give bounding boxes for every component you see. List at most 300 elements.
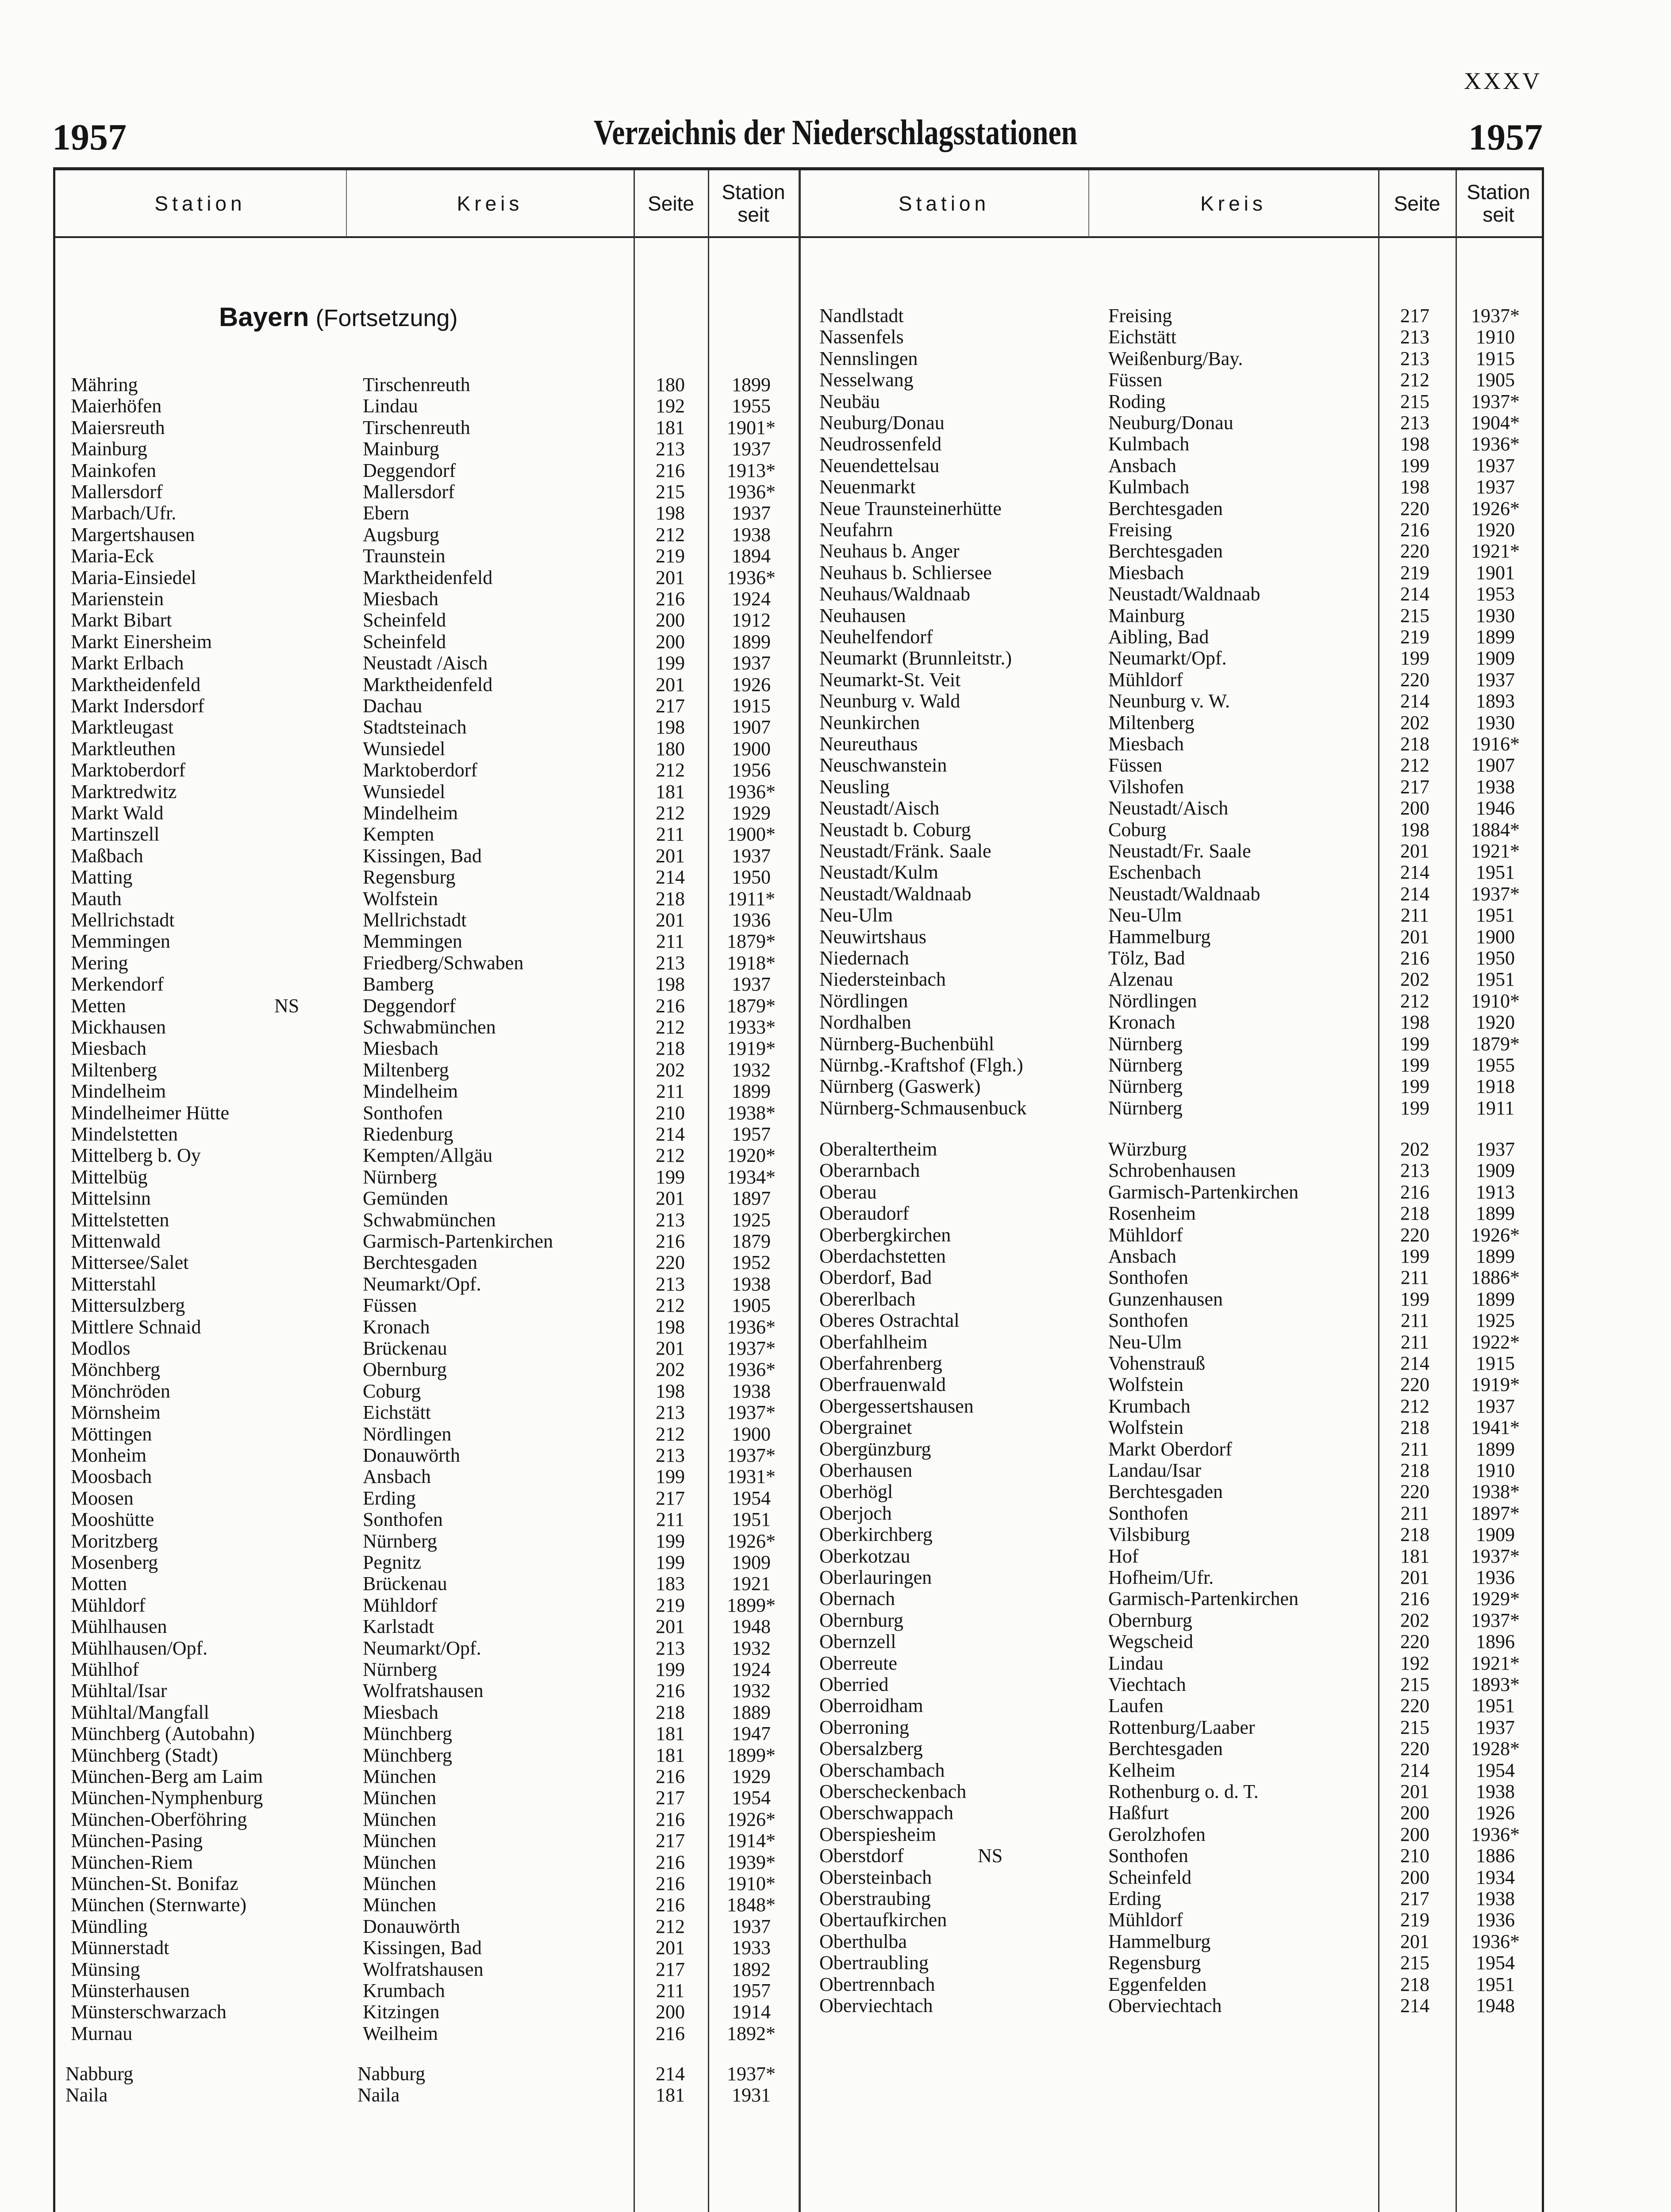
station-name: Oberviechtach	[819, 1995, 933, 2016]
kreis-name: Kempten/Allgäu	[363, 1145, 493, 1166]
seite-value: 216	[656, 1809, 685, 1830]
station-name: Neustadt b. Coburg	[819, 819, 971, 841]
seite-value: 198	[1400, 476, 1429, 498]
kreis-name: Lindau	[1108, 1653, 1164, 1674]
station-name: Margertshausen	[71, 524, 195, 545]
station-name: Nürnberg-Schmausenbuck	[819, 1098, 1027, 1119]
station-since-value: 1941*	[1471, 1417, 1520, 1438]
kreis-name: Scheinfeld	[1108, 1867, 1192, 1888]
kreis-name: Mainburg	[363, 438, 439, 460]
seite-value: 201	[656, 1337, 685, 1359]
seite-value: 213	[656, 1402, 685, 1423]
station-since-value: 1937*	[727, 2063, 776, 2085]
kreis-name: Hammelburg	[1108, 926, 1211, 948]
station-name: Neustadt/Aisch	[819, 798, 940, 819]
kreis-name: Mühldorf	[1108, 669, 1183, 691]
seite-value: 213	[656, 1444, 685, 1466]
station-since-value: 1936*	[727, 481, 776, 503]
seite-value: 214	[1400, 883, 1429, 905]
seite-value: 183	[656, 1573, 685, 1594]
station-since-value: 1929	[732, 802, 771, 824]
station-name: Maiersreuth	[71, 417, 165, 438]
station-name: Mittelsinn	[71, 1188, 151, 1209]
seite-value: 201	[1400, 840, 1429, 862]
kreis-name: Mühldorf	[1108, 1225, 1183, 1246]
seite-value: 216	[1400, 519, 1429, 541]
kreis-name: Regensburg	[1108, 1952, 1201, 1974]
station-name: Marktheidenfeld	[71, 674, 201, 695]
seite-value: 214	[656, 866, 685, 888]
station-name: Neuhaus b. Schliersee	[819, 562, 992, 584]
seite-value: 213	[1400, 412, 1429, 434]
station-since-value: 1889	[732, 1701, 771, 1723]
station-since-value: 1893	[1476, 690, 1515, 712]
seite-value: 213	[656, 438, 685, 460]
station-since-value: 1933	[732, 1937, 771, 1959]
station-since-value: 1914	[732, 2001, 771, 2023]
kreis-name: Eichstätt	[363, 1402, 431, 1423]
header-station-seit-right	[1457, 173, 1540, 234]
station-since-value: 1937	[1476, 1395, 1515, 1417]
kreis-name: Alzenau	[1108, 969, 1173, 990]
station-name: Münchberg (Stadt)	[71, 1745, 218, 1766]
seite-value: 210	[656, 1102, 685, 1124]
station-name: Miltenberg	[71, 1060, 157, 1081]
kreis-name: Karlstadt	[363, 1616, 434, 1637]
seite-value: 212	[1400, 1395, 1429, 1417]
kreis-name: Marktoberdorf	[363, 760, 478, 781]
seite-value: 218	[656, 888, 685, 910]
kreis-name: Neustadt/Aisch	[1108, 798, 1229, 819]
station-name: Oberjoch	[819, 1503, 892, 1524]
kreis-name: Ansbach	[1108, 455, 1176, 476]
station-name: Münnerstadt	[71, 1937, 169, 1959]
station-since-value: 1936*	[727, 781, 776, 803]
station-name: Oberfahlheim	[819, 1332, 928, 1353]
station-name: Münsing	[71, 1959, 140, 1980]
station-since-value: 1954	[1476, 1759, 1515, 1781]
station-name: Oberhögl	[819, 1481, 893, 1502]
station-since-value: 1937	[732, 438, 771, 460]
station-since-value: 1954	[1476, 1952, 1515, 1974]
kreis-name: München	[363, 1787, 437, 1809]
kreis-name: Tölz, Bad	[1108, 948, 1185, 969]
station-name: Möttingen	[71, 1424, 152, 1445]
station-name: Obertraubling	[819, 1952, 929, 1974]
station-since-value: 1920	[1476, 1011, 1515, 1033]
seite-value: 211	[656, 1980, 685, 2001]
kreis-name: Sonthofen	[1108, 1267, 1188, 1288]
seite-value: 199	[1400, 647, 1429, 669]
kreis-name: Gerolzhofen	[1108, 1824, 1206, 1845]
kreis-name: Miesbach	[363, 588, 439, 610]
station-name: Mainkofen	[71, 460, 157, 481]
header-kreis-left: Kreis	[457, 192, 523, 215]
seite-value: 202	[1400, 1138, 1429, 1160]
kreis-name: Wolfratshausen	[363, 1680, 484, 1701]
kreis-name: Nördlingen	[363, 1424, 452, 1445]
station-since-value: 1938	[732, 524, 771, 545]
header-seit-label: seit	[738, 203, 769, 226]
station-name: Mainburg	[71, 438, 147, 460]
station-since-value: 1886	[1476, 1845, 1515, 1866]
station-since-value: 1909	[732, 1551, 771, 1573]
seite-value: 199	[656, 1530, 685, 1552]
station-name: Obergessertshausen	[819, 1396, 974, 1417]
station-since-value: 1937*	[727, 1444, 776, 1466]
station-since-value: 1926	[1476, 1802, 1515, 1824]
kreis-name: Mellrichstadt	[363, 910, 467, 931]
station-since-value: 1896	[1476, 1631, 1515, 1652]
station-since-value: 1938	[1476, 1781, 1515, 1802]
station-since-value: 1913	[1476, 1181, 1515, 1203]
year-left: 1957	[52, 117, 127, 158]
station-since-value: 1950	[732, 866, 771, 888]
station-name: Neunkirchen	[819, 712, 920, 733]
kreis-name: Deggendorf	[363, 460, 456, 481]
kreis-name: Schrobenhausen	[1108, 1160, 1236, 1181]
station-name: Marktleuthen	[71, 738, 176, 760]
station-name: Obernzell	[819, 1631, 896, 1652]
seite-value: 181	[656, 1723, 685, 1744]
station-since-value: 1900	[732, 738, 771, 760]
kreis-name: Nürnberg	[1108, 1055, 1183, 1076]
station-name: Mündling	[71, 1916, 148, 1937]
seite-value: 198	[656, 1380, 685, 1402]
station-since-value: 1928*	[1471, 1738, 1520, 1759]
station-name: Mindelheimer Hütte	[71, 1102, 230, 1124]
station-since-value: 1937	[732, 973, 771, 995]
station-name: Oberes Ostrachtal	[819, 1310, 960, 1331]
seite-value: 192	[1400, 1652, 1429, 1674]
station-name: Neuhaus b. Anger	[819, 541, 960, 562]
station-since-value: 1937	[1476, 455, 1515, 476]
station-name: Neuschwanstein	[819, 755, 947, 776]
station-since-value: 1897*	[1471, 1502, 1520, 1524]
station-name: Neumarkt-St. Veit	[819, 669, 961, 691]
kreis-name: Wegscheid	[1108, 1631, 1193, 1652]
seite-value: 218	[1400, 1417, 1429, 1438]
station-name: Mauth	[71, 888, 122, 910]
station-since-value: 1900*	[727, 823, 776, 845]
kreis-name: Deggendorf	[363, 995, 456, 1017]
station-since-value: 1938	[732, 1273, 771, 1295]
seite-value: 199	[1400, 1288, 1429, 1310]
kreis-name: Pegnitz	[363, 1552, 421, 1573]
station-since-value: 1938*	[727, 1102, 776, 1124]
station-name: Mönchberg	[71, 1359, 161, 1380]
seite-value: 214	[1400, 583, 1429, 605]
seite-value: 215	[1400, 1674, 1429, 1695]
station-since-value: 1936*	[1471, 1931, 1520, 1952]
station-since-value: 1897	[732, 1187, 771, 1209]
kreis-name: Wunsiedel	[363, 738, 446, 760]
station-name: Oberbergkirchen	[819, 1225, 951, 1246]
station-name: Marbach/Ufr.	[71, 503, 177, 524]
station-since-value: 1937*	[1471, 1609, 1520, 1631]
kreis-name: Riedenburg	[363, 1124, 453, 1145]
seite-value: 201	[1400, 1931, 1429, 1952]
seite-value: 201	[656, 1616, 685, 1637]
seite-value: 211	[656, 823, 685, 845]
station-since-value: 1899	[1476, 1438, 1515, 1460]
kreis-name: Vohenstrauß	[1108, 1353, 1206, 1374]
station-since-value: 1910*	[727, 1873, 776, 1894]
header-kreis-right: Kreis	[1200, 192, 1267, 215]
station-name: Neuendettelsau	[819, 455, 940, 476]
kreis-name: Donauwörth	[363, 1445, 460, 1466]
station-since-value: 1931*	[727, 1466, 776, 1487]
station-name: Oberroning	[819, 1717, 909, 1738]
seite-value: 216	[656, 1851, 685, 1873]
station-name: Merkendorf	[71, 974, 164, 995]
seite-value: 201	[1400, 926, 1429, 948]
kreis-name: Erding	[1108, 1888, 1161, 1909]
kreis-name: Sonthofen	[1108, 1503, 1188, 1524]
column-divider	[346, 170, 347, 237]
station-since-value: 1937	[732, 502, 771, 524]
station-since-value: 1937	[732, 652, 771, 674]
seite-value: 214	[656, 1123, 685, 1145]
station-name: Miesbach	[71, 1038, 147, 1059]
station-name: Martinszell	[71, 824, 160, 845]
station-name: Oberdorf, Bad	[819, 1267, 932, 1288]
seite-value: 220	[1400, 1695, 1429, 1717]
seite-value: 202	[656, 1359, 685, 1380]
station-since-value: 1933*	[727, 1016, 776, 1038]
station-name: Monheim	[71, 1445, 147, 1466]
station-name: München-Pasing	[71, 1830, 203, 1851]
seite-value: 212	[1400, 369, 1429, 391]
kreis-name: Regensburg	[363, 867, 456, 888]
seite-value: 216	[656, 1894, 685, 1916]
kreis-name: Neustadt /Aisch	[363, 653, 488, 674]
station-since-value: 1947	[732, 1723, 771, 1744]
station-name: Neufahrn	[819, 519, 893, 541]
seite-value: 216	[656, 460, 685, 481]
station-since-value: 1936	[1476, 1909, 1515, 1931]
kreis-name: Scheinfeld	[363, 631, 446, 653]
station-since-value: 1936*	[727, 1359, 776, 1380]
kreis-name: Freising	[1108, 305, 1172, 326]
kreis-name: Landau/Isar	[1108, 1460, 1202, 1481]
station-name: Neustadt/Kulm	[819, 862, 938, 883]
station-since-value: 1907	[732, 716, 771, 738]
seite-value: 212	[656, 1916, 685, 1937]
column-divider	[708, 170, 709, 2212]
kreis-name: Marktheidenfeld	[363, 674, 493, 695]
kreis-name: Füssen	[363, 1295, 417, 1316]
kreis-name: Sonthofen	[363, 1509, 443, 1530]
station-name: Markt Indersdorf	[71, 695, 204, 717]
station-since-value: 1950	[1476, 947, 1515, 969]
station-name: Obersteinbach	[819, 1867, 932, 1888]
station-since-value: 1919*	[727, 1037, 776, 1059]
station-name: Niedernach	[819, 948, 909, 969]
station-name: Modlos	[71, 1338, 131, 1359]
kreis-name: Tirschenreuth	[363, 374, 470, 396]
station-since-value: 1931	[732, 2084, 771, 2106]
station-name: München-Riem	[71, 1852, 193, 1873]
seite-value: 180	[656, 374, 685, 396]
station-name: Oberhausen	[819, 1460, 913, 1481]
station-since-value: 1951	[1476, 861, 1515, 883]
station-name: Neudrossenfeld	[819, 434, 942, 455]
station-name: Mühltal/Isar	[71, 1680, 167, 1701]
station-name: Neuhelfendorf	[819, 626, 933, 648]
seite-value: 212	[656, 1423, 685, 1445]
kreis-name: München	[363, 1809, 437, 1830]
seite-value: 199	[1400, 1245, 1429, 1267]
seite-value: 216	[1400, 1181, 1429, 1203]
seite-value: 213	[1400, 348, 1429, 369]
seite-value: 200	[1400, 1824, 1429, 1845]
header-station-seit-left	[709, 173, 798, 234]
station-since-value: 1914*	[727, 1830, 776, 1851]
seite-value: 200	[1400, 1866, 1429, 1888]
seite-value: 220	[1400, 1224, 1429, 1246]
seite-value: 198	[656, 716, 685, 738]
station-since-value: 1951	[1476, 904, 1515, 926]
station-name: Oberdachstetten	[819, 1246, 946, 1267]
station-since-value: 1957	[732, 1123, 771, 1145]
kreis-name: Eggenfelden	[1108, 1974, 1207, 1995]
kreis-name: Nürnberg	[1108, 1033, 1183, 1055]
seite-value: 220	[656, 1252, 685, 1273]
station-since-value: 1956	[732, 759, 771, 781]
station-name: Nordhalben	[819, 1012, 911, 1033]
station-since-value: 1936*	[727, 567, 776, 588]
station-name: Markt Erlbach	[71, 653, 184, 674]
kreis-name: Berchtesgaden	[363, 1252, 477, 1273]
seite-value: 201	[1400, 1567, 1429, 1588]
station-since-value: 1915	[1476, 1352, 1515, 1374]
station-name: Maßbach	[71, 845, 143, 867]
kreis-name: Sonthofen	[1108, 1845, 1188, 1866]
seite-value: 212	[1400, 990, 1429, 1012]
station-since-value: 1899*	[727, 1594, 776, 1616]
seite-value: 199	[656, 1659, 685, 1680]
seite-value: 216	[656, 588, 685, 610]
seite-value: 217	[656, 1959, 685, 1980]
station-name: Neue Traunsteinerhütte	[819, 498, 1002, 519]
station-since-value: 1904*	[1471, 412, 1520, 434]
kreis-name: Miltenberg	[1108, 712, 1195, 733]
station-name: Markt Einersheim	[71, 631, 212, 653]
station-name: Nassenfels	[819, 326, 904, 348]
seite-value: 220	[1400, 1631, 1429, 1652]
station-since-value: 1936*	[727, 1316, 776, 1338]
station-name: Mittersee/Salet	[71, 1252, 189, 1273]
kreis-name: Nabburg	[357, 2063, 426, 2085]
station-since-value: 1922*	[1471, 1331, 1520, 1353]
station-since-value: 1924	[732, 1659, 771, 1680]
station-since-value: 1932	[732, 1637, 771, 1659]
station-since-value: 1951	[1476, 1695, 1515, 1717]
kreis-name: Bamberg	[363, 974, 434, 995]
station-name: Motten	[71, 1573, 127, 1594]
station-since-value: 1937	[1476, 669, 1515, 691]
header-seite-right: Seite	[1394, 192, 1441, 215]
station-since-value: 1909	[1476, 1524, 1515, 1545]
station-name: Mähring	[71, 374, 138, 396]
kreis-name: Garmisch-Partenkirchen	[1108, 1182, 1299, 1203]
seite-value: 217	[656, 695, 685, 717]
kreis-name: Nürnberg	[363, 1167, 437, 1188]
header-station-label: Station	[722, 180, 785, 204]
seite-value: 211	[1400, 904, 1429, 926]
kreis-name: Kulmbach	[1108, 434, 1190, 455]
station-since-value: 1911	[1476, 1097, 1515, 1119]
seite-value: 217	[656, 1487, 685, 1509]
header-station-right: Station	[898, 192, 990, 215]
station-since-value: 1932	[732, 1680, 771, 1701]
seite-value: 212	[656, 524, 685, 545]
kreis-name: Neumarkt/Opf.	[1108, 648, 1227, 669]
station-name: Nürnberg-Buchenbühl	[819, 1033, 995, 1055]
station-name: Nürnberg (Gaswerk)	[819, 1076, 981, 1097]
station-name: Neusling	[819, 776, 890, 798]
station-name: Mühlhof	[71, 1659, 139, 1680]
station-since-value: 1951	[1476, 968, 1515, 990]
station-name: Mittelberg b. Oy	[71, 1145, 201, 1166]
station-since-value: 1937*	[727, 1402, 776, 1423]
station-since-value: 1910*	[1471, 990, 1520, 1012]
kreis-name: Stadtsteinach	[363, 717, 467, 738]
kreis-name: Roding	[1108, 391, 1166, 412]
station-name: Oberaudorf	[819, 1203, 909, 1224]
kreis-name: Schwabmünchen	[363, 1017, 496, 1038]
page-title: Verzeichnis der Niederschlagsstationen	[593, 113, 1078, 152]
kreis-name: Rottenburg/Laaber	[1108, 1717, 1255, 1738]
station-since-value: 1899	[1476, 1202, 1515, 1224]
station-since-value: 1936*	[1471, 1824, 1520, 1845]
kreis-name: Weilheim	[363, 2023, 438, 2044]
seite-value: 201	[656, 567, 685, 588]
station-since-value: 1913*	[727, 460, 776, 481]
seite-value: 214	[1400, 1759, 1429, 1781]
station-name: München-Nymphenburg	[71, 1787, 263, 1809]
station-name: Moritzberg	[71, 1531, 158, 1552]
kreis-name: Kelheim	[1108, 1760, 1175, 1781]
kreis-name: Kempten	[363, 824, 434, 845]
station-name: Mönchröden	[71, 1381, 170, 1402]
station-name: Obersalzberg	[819, 1738, 923, 1759]
kreis-name: Coburg	[1108, 819, 1167, 841]
seite-value: 216	[656, 1873, 685, 1894]
station-since-value: 1899*	[727, 1744, 776, 1766]
kreis-name: Kulmbach	[1108, 476, 1190, 498]
kreis-name: Friedberg/Schwaben	[363, 952, 524, 974]
station-name: München-St. Bonifaz	[71, 1873, 238, 1894]
station-since-value: 1955	[1476, 1054, 1515, 1076]
kreis-name: Mühldorf	[363, 1595, 438, 1616]
station-name: Münsterschwarzach	[71, 2001, 227, 2023]
kreis-name: Würzburg	[1108, 1139, 1187, 1160]
station-since-value: 1953	[1476, 583, 1515, 605]
station-since-value: 1955	[732, 395, 771, 417]
seite-value: 211	[1400, 1438, 1429, 1460]
kreis-name: Eichstätt	[1108, 326, 1176, 348]
kreis-name: Münchberg	[363, 1745, 453, 1766]
kreis-name: Berchtesgaden	[1108, 541, 1223, 562]
seite-value: 220	[1400, 1481, 1429, 1502]
year-right: 1957	[1468, 117, 1543, 158]
kreis-name: Scheinfeld	[363, 610, 446, 631]
station-name: Mühlhausen/Opf.	[71, 1638, 208, 1659]
seite-value: 211	[656, 1509, 685, 1530]
seite-value: 211	[1400, 1502, 1429, 1524]
